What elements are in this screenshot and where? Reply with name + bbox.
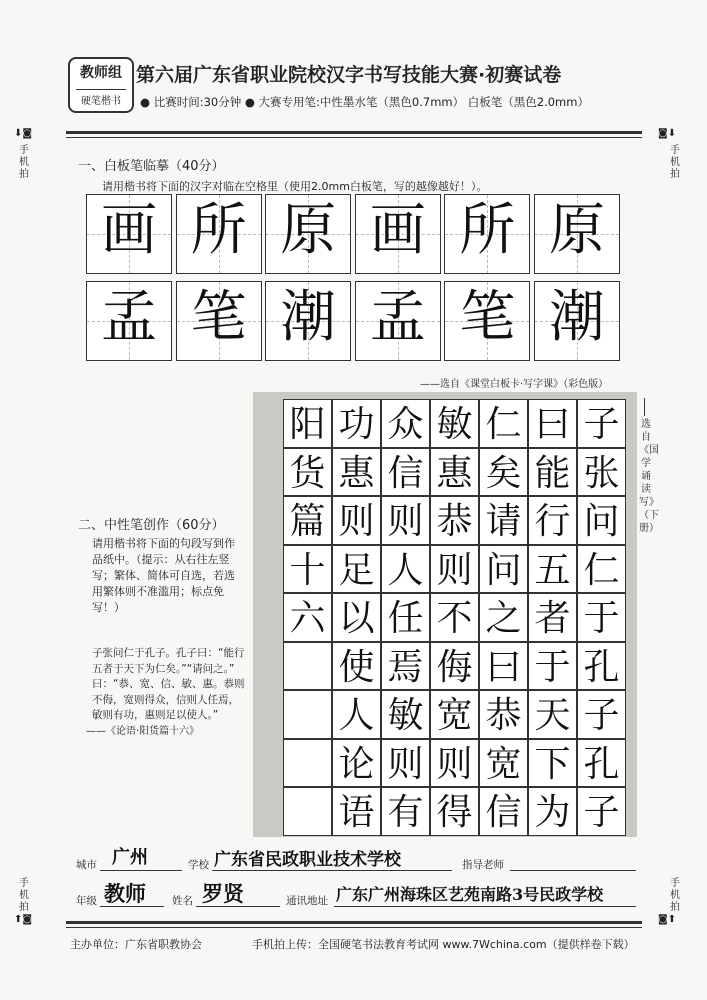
grid-cell [332,593,381,642]
section2-title: 二、中性笔创作（60分） [78,518,225,533]
city-field[interactable]: 广州 [112,847,148,868]
camera-icon: ◙⬇ [658,128,677,139]
grid-char: 则 [436,549,473,591]
grid-char: 五 [534,549,571,591]
grid-cell [479,545,528,594]
grid-cell [381,642,430,691]
grid-char: 孔 [583,743,620,785]
grade-field[interactable]: 教师 [104,881,146,906]
grid-cell [528,739,577,788]
grid-char: 不 [436,598,473,639]
grid-cell [332,496,381,545]
grid-cell [479,739,528,788]
teacher-field-line [510,870,636,871]
copy-cell [265,281,351,361]
passage-text: 子张问仁于孔子。孔子曰：“能行五者于天下为仁矣。”“请问之。” 曰：“恭、宽、信、敏、惠。恭则不侮，宽则得众，信则人任焉，敏则有功，惠则足以使人。” [92,647,245,721]
grid-char: 能 [534,452,571,494]
side-source: 选自《国学诵读写》（下册） [639,419,659,534]
grid-char: 人 [338,695,375,736]
grid-char: 则 [387,743,424,785]
side-label-phone: 手机拍 [19,878,29,913]
grid-char: 矣 [485,452,522,494]
grid-char: 惠 [436,452,473,494]
grid-char: 则 [387,501,424,542]
copy-char: 所 [459,198,516,263]
grid-char: 子 [583,792,620,833]
grid-cell [528,690,577,739]
copy-char: 潮 [549,285,605,350]
grid-cell [577,545,626,594]
copy-char: 原 [549,198,605,263]
copy-cell [176,194,262,274]
copy-char: 潮 [280,285,337,350]
copy-char: 笔 [190,285,247,350]
grid-char: 人 [387,549,424,591]
grid-cell [381,545,430,594]
grid-char: 仁 [485,404,522,445]
grid-cell [332,739,381,788]
grid-cell [430,593,479,642]
city-label: 城市 [76,859,97,871]
copy-char: 笔 [459,285,516,350]
grid-cell [577,593,626,642]
address-field-line [334,906,636,907]
grid-cell [577,496,626,545]
grid-cell [577,448,626,497]
grid-char: 仁 [583,549,620,591]
grid-cell [528,593,577,642]
grid-char: 于 [534,646,571,688]
grid-char: 信 [485,792,522,833]
grid-char: 行 [534,501,571,542]
copy-char: 孟 [369,285,426,350]
grid-char: 十 [289,549,326,591]
grid-cell [430,739,479,788]
grid-char: 则 [436,743,473,785]
grid-char: 下 [534,743,571,785]
grid-cell [577,787,626,836]
copy-cell [444,194,530,274]
grid-char: 论 [338,743,375,785]
grid-cell [528,496,577,545]
grid-cell [332,690,381,739]
grid-cell [430,690,479,739]
grid-char: 则 [338,501,375,542]
grid-char: 焉 [387,646,424,688]
grid-char: 恭 [436,501,473,542]
grid-cell [577,399,626,448]
grid-cell [528,448,577,497]
address-field[interactable]: 广东广州海珠区艺苑南路3号民政学校 [336,885,604,904]
section1-instruction: 请用楷书将下面的汉字对临在空格里（使用2.0mm白板笔，写的越像越好！）。 [102,180,488,193]
grid-char: 任 [387,598,424,639]
grid-cell [577,642,626,691]
grid-char: 货 [289,452,326,494]
grid-cell [381,787,430,836]
copy-char: 原 [280,198,337,263]
grid-char: 惠 [338,452,375,494]
grid-cell [577,690,626,739]
grid-cell [528,642,577,691]
grid-char: 于 [583,598,620,639]
grid-char: 曰 [485,646,522,688]
grid-cell [332,545,381,594]
copy-cell [265,194,351,274]
grid-char: 问 [485,549,522,591]
grid-cell [283,690,332,739]
camera-icon: ◙⬆ [658,914,677,925]
grid-cell [283,739,332,788]
grid-cell [381,593,430,642]
city-field-line [100,870,182,871]
footer-divider-thin [66,927,642,928]
grid-cell [479,448,528,497]
grid-cell [577,739,626,788]
camera-icon: ⬆◙ [14,914,33,925]
grid-char: 天 [534,695,571,736]
grid-char: 恭 [485,695,522,736]
grid-cell [479,787,528,836]
grid-char: 子 [583,695,620,736]
copy-char: 画 [101,198,157,263]
grid-char: 曰 [534,404,571,445]
grid-char: 侮 [436,646,473,688]
grid-cell [332,642,381,691]
grid-char: 敏 [436,404,473,445]
header-divider-thin [66,137,642,138]
grid-char: 以 [338,598,375,639]
grid-cell [528,399,577,448]
grid-char: 语 [338,792,375,833]
grid-cell [332,399,381,448]
section1-source: ——选自《课堂白板卡·写字课》（彩色版） [420,379,609,390]
grid-cell [528,787,577,836]
grid-cell [479,496,528,545]
side-label-phone: 手机拍 [670,878,680,913]
group-badge [68,57,134,113]
grid-char: 敏 [387,695,424,736]
side-label-phone: 手机拍 [19,145,29,180]
grid-cell [430,545,479,594]
grid-char: 六 [289,598,326,639]
grid-cell [430,496,479,545]
grid-cell [430,448,479,497]
grid-char: 问 [583,501,620,542]
badge-style: 硬笔楷书 [76,89,126,107]
copy-cell [176,281,262,361]
footer-divider [66,921,642,924]
grid-cell [430,787,479,836]
grid-cell [283,593,332,642]
copy-cell [444,281,530,361]
copy-cell [534,194,620,274]
section2-instruction: 请用楷书将下面的句段写到作品纸中。（提示：从右往左竖写；繁体、简体可自选，若选用繁体则不准滥用；标点免写！） [92,537,235,614]
grid-char: 使 [338,646,375,688]
grid-char: 之 [485,598,522,639]
grid-cell [381,399,430,448]
side-label-phone: 手机拍 [670,145,680,180]
grid-cell [479,690,528,739]
badge-group: 教师组 [80,65,122,81]
teacher-label: 指导老师 [462,859,504,871]
copy-char: 画 [369,198,426,263]
grid-cell [332,787,381,836]
grid-char: 宽 [485,743,522,785]
school-field[interactable]: 广东省民政职业技术学校 [214,850,401,870]
copy-cell [534,281,620,361]
grid-cell [381,496,430,545]
source-line [644,398,645,416]
header-divider [66,131,642,134]
copy-cell [355,281,441,361]
grid-char: 请 [485,501,522,542]
grid-cell [283,399,332,448]
grid-cell [528,545,577,594]
grid-char: 有 [387,792,424,833]
name-field[interactable]: 罗贤 [202,881,244,906]
grid-cell [430,399,479,448]
grid-char: 得 [436,792,473,833]
upload-text: 手机拍上传：全国硬笔书法教育考试网 www.7Wchina.com（提供样卷下载） [252,938,635,951]
grid-char: 众 [387,404,424,445]
grid-char: 信 [387,452,424,494]
name-label: 姓名 [172,895,193,907]
grid-cell [430,642,479,691]
copy-cell [355,194,441,274]
grid-char: 者 [534,598,571,639]
grid-char: 孔 [583,646,620,688]
grid-cell [332,448,381,497]
organizer-text: 主办单位：广东省职教协会 [70,938,202,951]
grid-cell [283,545,332,594]
school-label: 学校 [188,859,209,871]
grid-cell [479,399,528,448]
grid-cell [381,690,430,739]
grid-cell [479,642,528,691]
grid-cell [283,496,332,545]
copy-char: 孟 [101,285,157,350]
camera-icon: ⬇◙ [14,128,33,139]
grid-char: 张 [583,452,620,494]
section1-title: 一、白板笔临摹（40分） [78,159,225,174]
page-title: 第六届广东省职业院校汉字书写技能大赛·初赛试卷 [136,64,562,86]
grid-cell [381,448,430,497]
grid-char: 功 [338,404,375,445]
grid-char: 阳 [289,404,326,445]
grid-cell [381,739,430,788]
exam-meta: ● 比赛时间:30分钟 ● 大赛专用笔:中性墨水笔（黑色0.7mm） 白板笔（黑色2.0mm） [140,95,589,109]
copy-cell [86,194,172,274]
grid-char: 为 [534,792,571,833]
grid-cell [479,593,528,642]
copy-cell [86,281,172,361]
grid-char: 宽 [436,695,473,736]
grid-cell [283,642,332,691]
grid-cell [283,787,332,836]
address-label: 通讯地址 [286,895,328,907]
grid-cell [283,448,332,497]
school-field-line [212,870,452,871]
grade-label: 年级 [76,895,97,907]
grid-char: 足 [338,549,375,591]
grid-char: 篇 [289,501,326,542]
passage-source: ——《论语·阳货篇十六》 [86,726,200,737]
copy-char: 所 [190,198,247,263]
grid-char: 子 [583,404,620,445]
